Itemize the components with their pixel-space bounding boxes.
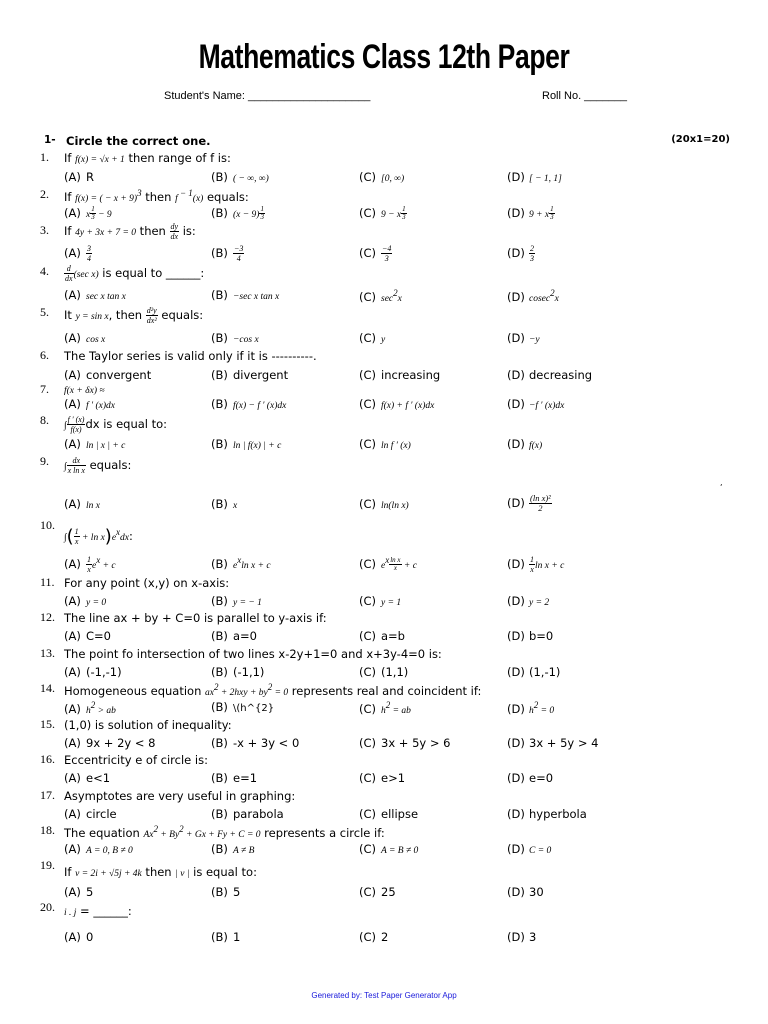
question-text: Eccentricity e of circle is: <box>64 753 208 767</box>
section-marks: (20x1=20) <box>671 134 730 145</box>
question-number: 20. <box>40 900 55 914</box>
option-d[interactable]: (D) 3 <box>507 930 537 944</box>
option-b[interactable]: (B) e=1 <box>211 771 258 785</box>
option-d[interactable]: (D) 3x + 5y > 4 <box>507 736 599 750</box>
option-a[interactable]: (A) C=0 <box>64 629 111 643</box>
section-number: 1- <box>44 134 56 146</box>
question-text: If f(x) = ( − x + 9)$^3$ then f $^{- 1}$(x) equals: <box>64 188 249 204</box>
option-c[interactable]: (C) ln(ln x) <box>359 497 409 511</box>
option-c[interactable]: (C) ellipse <box>359 807 419 821</box>
option-a[interactable]: (A) $h^2$ > ab <box>64 700 116 716</box>
option-a[interactable]: (A) convergent <box>64 368 152 382</box>
question-number: 1. <box>40 150 49 164</box>
option-c[interactable]: (C) y = 1 <box>359 594 402 608</box>
option-d[interactable]: (D) −y <box>507 331 540 345</box>
option-a[interactable]: (A) cos x <box>64 331 106 345</box>
option-b[interactable]: (B) f(x) − f ′ (x)dx <box>211 397 287 411</box>
question-text: ∫( $\frac{1}{x}$ + $\ln x)e^xdx$: <box>64 526 133 547</box>
option-c[interactable]: (C) increasing <box>359 368 441 382</box>
option-b[interactable]: (B) (-1,1) <box>211 665 265 679</box>
option-b[interactable]: (B) −sec x tan x <box>211 288 280 302</box>
option-b[interactable]: (B) ln | f(x) | + c <box>211 437 282 451</box>
question-number: 4. <box>40 264 49 278</box>
footer-credit: Generated by: Test Paper Generator App <box>311 991 457 1000</box>
question-text: ∫ $\frac{dx}{\text{x ln x}}$ equals: <box>64 456 132 475</box>
option-d[interactable]: (D) $\frac{\text{(ln x)²}}{2}$ <box>507 493 551 513</box>
option-a[interactable]: (A) 0 <box>64 930 94 944</box>
question-text: The point fo intersection of two lines x-2y+1=0 and x+3y-4=0 is: <box>64 647 442 661</box>
question-text: The equation $Ax^2 + By^2 + Gx + Fy + C = 0$ represents a circle if: <box>64 824 385 840</box>
option-c[interactable]: (C) ln f ′ (x) <box>359 437 411 451</box>
question-text: $\frac{d}{dx}$ (sec x) is equal to ______: <box>65 264 205 283</box>
option-a[interactable]: (A) (-1,-1) <box>64 665 122 679</box>
option-c[interactable]: (C) f(x) + f ′ (x)dx <box>359 397 435 411</box>
option-a[interactable]: (A) ln x <box>64 497 100 511</box>
question-number: 12. <box>40 610 55 624</box>
roll-no-field: Roll No. _______ <box>542 90 628 102</box>
question-text: For any point (x,y) on x-axis: <box>64 576 230 590</box>
option-a[interactable]: (A) x $\frac{1}{3}$ − 9 <box>64 205 112 221</box>
question-text: If v = 2i + √5j + 4k then | v | is equal to: <box>64 865 257 879</box>
option-c[interactable]: (C) $h^2$ = ab <box>359 700 411 716</box>
question-number: 16. <box>40 752 55 766</box>
question-text: If 4y + 3x + 7 = 0 then $\frac{dy}{dx}$ is: <box>64 222 196 241</box>
option-c[interactable]: (C) 9 − x $\frac{1}{3}$ <box>359 205 406 221</box>
option-a[interactable]: (A) f ′ (x)dx <box>64 397 115 411</box>
option-b[interactable]: (B) parabola <box>211 807 284 821</box>
option-a[interactable]: (A) circle <box>64 807 117 821</box>
question-text: f(x + δx) ≈ <box>64 386 105 396</box>
question-number: 18. <box>40 823 55 837</box>
option-c[interactable]: (C) y <box>359 331 386 345</box>
option-c[interactable]: (C) $e^x$ $\frac{\text{ln x}}{x}$ + c <box>359 555 417 572</box>
option-b[interactable]: (B) ( − ∞, ∞) <box>211 170 269 184</box>
option-c[interactable]: (C) $\frac{-4}{3}$ <box>359 244 392 263</box>
question-number: 14. <box>40 681 55 695</box>
question-number: 7. <box>40 382 49 396</box>
option-d[interactable]: (D) 30 <box>507 885 544 899</box>
question-number: 3. <box>40 223 49 237</box>
option-d[interactable]: (D) −f ′ (x)dx <box>507 397 565 411</box>
option-b[interactable]: (B) 5 <box>211 885 241 899</box>
question-text: i . j = ______: <box>64 904 132 918</box>
option-d[interactable]: (D) [ − 1, 1] <box>507 170 562 184</box>
question-text: The line ax + by + C=0 is parallel to y-axis if: <box>64 611 327 625</box>
option-d[interactable]: (D) $\frac{2}{3}$ <box>507 244 534 263</box>
question-number: 15. <box>40 717 55 731</box>
question-text: The Taylor series is valid only if it is ----------. <box>64 349 317 363</box>
option-a[interactable]: (A) R <box>64 170 94 184</box>
option-c[interactable]: (C) A = B ≠ 0 <box>359 842 419 856</box>
option-b[interactable]: (B) 1 <box>211 930 241 944</box>
option-d[interactable]: (D) $\frac{1}{x}$ ln x + c <box>507 555 565 574</box>
option-b[interactable]: (B) $\frac{-3}{4}$ <box>211 244 244 263</box>
option-c[interactable]: (C) 25 <box>359 885 396 899</box>
option-b[interactable]: (B) (x − 9) $\frac{1}{3}$ <box>211 205 264 221</box>
option-a[interactable]: (A) $\frac{1}{x}$ $e^x + c$ <box>64 555 116 574</box>
option-d[interactable]: (D) e=0 <box>507 771 554 785</box>
option-b[interactable]: (B) divergent <box>211 368 289 382</box>
option-b[interactable]: (B) y = − 1 <box>211 594 262 608</box>
question-text: ∫ $\frac{f ' (x)}{f(x)}$ dx is equal to: <box>64 415 168 434</box>
option-d[interactable]: (D) (1,-1) <box>507 665 561 679</box>
option-c[interactable]: (C) a=b <box>359 629 405 643</box>
option-b[interactable]: (B) a=0 <box>211 629 257 643</box>
question-number: 9. <box>40 454 49 468</box>
option-b[interactable]: (B) x <box>211 497 238 511</box>
question-text: (1,0) is solution of inequality: <box>64 718 232 732</box>
question-number: 11. <box>40 575 55 589</box>
option-b[interactable]: (B) \(h^{2} <box>211 700 275 714</box>
option-b[interactable]: (B) -x + 3y < 0 <box>211 736 300 750</box>
question-text: It y = sin x, then $\frac{\text{d²y}}{\text{dx²}}$ equals: <box>64 306 204 325</box>
question-number: 19. <box>40 858 55 872</box>
option-a[interactable]: (A) sec x tan x <box>64 288 126 302</box>
stray-mark: , <box>720 478 723 487</box>
question-number: 2. <box>40 187 49 201</box>
option-c[interactable]: (C) $\sec^2x$ <box>359 288 402 304</box>
question-text: If f(x) = √x + 1 then range of f is: <box>64 151 231 165</box>
option-d[interactable]: (D) 9 + x $\frac{1}{3}$ <box>507 205 554 221</box>
option-c[interactable]: (C) (1,1) <box>359 665 409 679</box>
option-c[interactable]: (C) [0, ∞) <box>359 170 405 184</box>
option-b[interactable]: (B) −cos x <box>211 331 259 345</box>
option-a[interactable]: (A) e<1 <box>64 771 111 785</box>
option-a[interactable]: (A) A = 0, B ≠ 0 <box>64 842 133 856</box>
option-c[interactable]: (C) 3x + 5y > 6 <box>359 736 451 750</box>
option-d[interactable]: (D) $h^2 = 0$ <box>507 700 555 716</box>
question-text: Asymptotes are very useful in graphing: <box>64 789 296 803</box>
question-number: 10. <box>40 518 55 532</box>
option-a[interactable]: (A) y = 0 <box>64 594 107 608</box>
option-d[interactable]: (D) cosec$^2$x <box>507 288 559 304</box>
option-d[interactable]: (D) decreasing <box>507 368 593 382</box>
option-a[interactable]: (A) ln | x | + c <box>64 437 126 451</box>
student-name-field: Student's Name: ____________________ <box>164 90 371 102</box>
question-number: 17. <box>40 788 55 802</box>
option-c[interactable]: (C) 2 <box>359 930 389 944</box>
option-d[interactable]: (D) C = 0 <box>507 842 552 856</box>
question-text: Homogeneous equation $ax^2 + 2hxy + by^2 = 0$ represents real and coincident if: <box>64 682 482 698</box>
section-instruction: Circle the correct one. <box>66 134 211 148</box>
option-b[interactable]: (B) $e^x\ln$ x + c <box>211 555 271 571</box>
paper-title: Mathematics Class 12th Paper <box>198 38 570 76</box>
option-d[interactable]: (D) hyperbola <box>507 807 587 821</box>
option-d[interactable]: (D) f(x) <box>507 437 543 451</box>
option-a[interactable]: (A) 9x + 2y < 8 <box>64 736 156 750</box>
option-c[interactable]: (C) e>1 <box>359 771 406 785</box>
option-a[interactable]: (A) 5 <box>64 885 94 899</box>
question-number: 6. <box>40 348 49 362</box>
question-number: 5. <box>40 305 49 319</box>
option-b[interactable]: (B) A ≠ B <box>211 842 255 856</box>
option-d[interactable]: (D) b=0 <box>507 629 554 643</box>
question-number: 8. <box>40 413 49 427</box>
option-a[interactable]: (A) $\frac{3}{4}$ <box>64 244 91 263</box>
question-number: 13. <box>40 646 55 660</box>
option-d[interactable]: (D) y = 2 <box>507 594 550 608</box>
